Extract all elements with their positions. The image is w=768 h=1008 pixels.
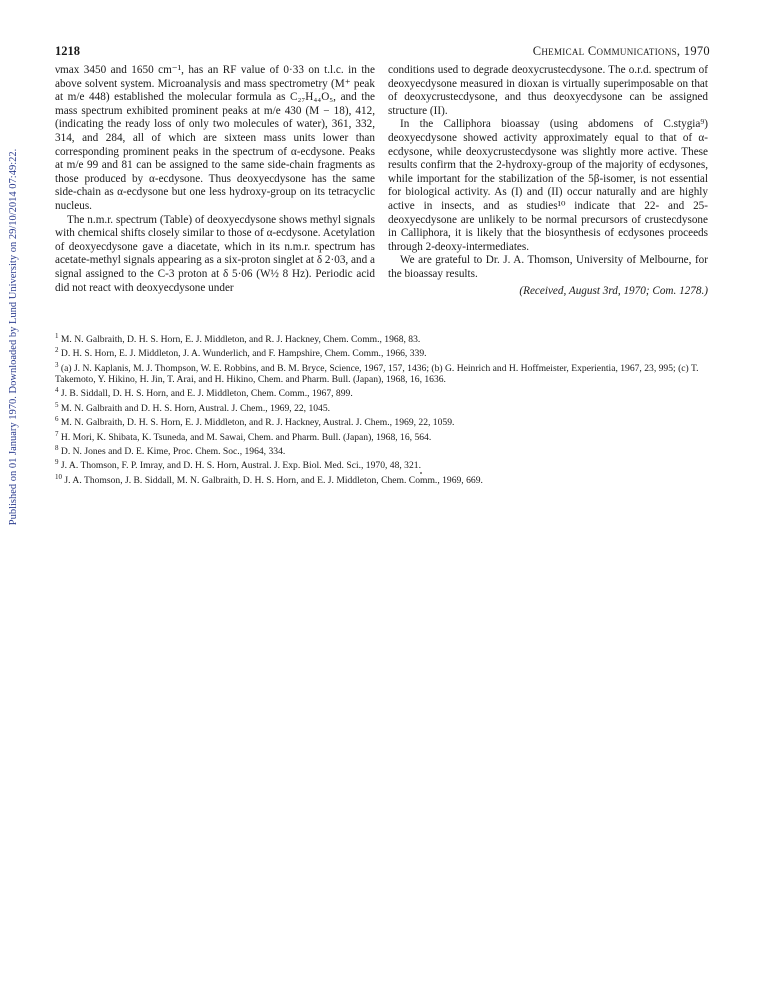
body-paragraph: The n.m.r. spectrum (Table) of deoxyecdysone shows methyl signals with chemical shifts closely similar to those of α-ecdysone. Acetylation of deoxyecdysone gave a diacetate, which in its n.m.r. spectrum has acetate-methyl signals appearing as a six-proton singlet at δ 2·03, and a signal assigned to the C-3 proton at δ 5·06 (W½ 8 Hz). Periodic acid did not react with deoxyecdysone under	[55, 213, 375, 294]
reference-list	[55, 331, 710, 486]
reference-item	[55, 429, 710, 443]
reference-text: J. B. Siddall, D. H. S. Horn, and E. J. Middleton, Chem. Comm., 1967, 899.	[60, 388, 353, 400]
reference-item	[55, 360, 710, 386]
reference-number: 8	[55, 443, 59, 452]
reference-number: 2	[55, 346, 59, 355]
reference-number: 3	[55, 360, 59, 369]
reference-text: M. N. Galbraith and D. H. S. Horn, Austral. J. Chem., 1969, 22, 1045.	[60, 402, 331, 414]
reference-item	[55, 331, 710, 345]
body-paragraph: νmax 3450 and 1650 cm⁻¹, has an RF value of 0·33 on t.l.c. in the above solvent system. Microanalysis and mass spectrometry (M⁺ peak at m/e 448) established the molecular formula as C₂₇H₄₄O₅, and the mass spectrum exhibited prominent peaks at m/e 430 (M − 18), 412, (indicating the ready loss of only two molecules of water), 361, 332, 314, and 284, all of which are sixteen mass units lower than corresponding prominent peaks in the spectrum of α-ecdysone. Peaks at m/e 99 and 81 can be assigned to the same side-chain fragments as those produced by α-ecdysone. Thus deoxyecdysone has the same side-chain as α-ecdysone but one less hydroxy-group on its tetracyclic nucleus.	[55, 64, 375, 212]
reference-number: 10	[55, 472, 62, 481]
reference-item	[55, 345, 710, 359]
reference-number: 1	[55, 332, 59, 340]
body-paragraph: In the Calliphora bioassay (using abdomens of C.stygia⁹) deoxyecdysone showed activity approximately equal to that of α-ecdysone, while deoxycrustecdysone was slightly more active. These results confirm that the 2-hydroxy-group of the majority of ecdysones, while important for the stabilization of the 5β-isomer, is not essential for biological activity. As (I) and (II) occur naturally and are highly active in insects, and as studies¹⁰ indicate that 22- and 25-deoxyecdysone are unlikely to be normal precursors of crustecdysone in Calliphora, it is likely that the biosynthesis of ecdysones proceeds through 2-deoxy-intermediates.	[388, 118, 708, 253]
received-date: (Received, August 3rd, 1970; Com. 1278.)	[519, 284, 708, 297]
download-watermark-text: Published on 01 January 1970. Downloaded by Lund University on 29/10/2014 07:49:22.	[8, 148, 19, 526]
reference-text: J. A. Thomson, F. P. Imray, and D. H. S. Horn, Austral. J. Exp. Biol. Med. Sci., 1970, 48, 321.	[60, 460, 421, 472]
reference-item	[55, 457, 710, 471]
reference-number: 9	[55, 458, 59, 467]
reference-number: 6	[55, 415, 59, 424]
reference-number: 4	[55, 386, 59, 395]
reference-text: D. H. S. Horn, E. J. Middleton, J. A. Wunderlich, and F. Hampshire, Chem. Comm., 1966, 339.	[60, 348, 427, 360]
reference-text: H. Mori, K. Shibata, K. Tsuneda, and M. Sawai, Chem. and Pharm. Bull. (Japan), 1968, 16, 564.	[60, 431, 432, 443]
reference-item	[55, 385, 710, 399]
reference-item	[55, 443, 710, 457]
body-paragraph: conditions used to degrade deoxycrustecdysone. The o.r.d. spectrum of deoxyecdysone measured in dioxan is virtually superimposable on that of deoxycrustecdysone, and thus deoxyecdysone can be assigned structure (II).	[388, 64, 708, 117]
stray-mark	[420, 472, 422, 474]
reference-item	[55, 400, 710, 414]
reference-text: (a) J. N. Kaplanis, M. J. Thompson, W. E. Robbins, and B. M. Bryce, Science, 1967, 157, 1436; (b) G. Heinrich and H. Hoffmeister, Experientia, 1967, 23, 995; (c) T. Takemoto, Y. Hikino, H. Jin, T. Arai, and H. Hikino, Chem. and Pharm. Bull. (Japan), 1968, 16, 1636.	[55, 362, 699, 386]
reference-item	[55, 472, 710, 486]
reference-text: M. N. Galbraith, D. H. S. Horn, E. J. Middleton, and R. J. Hackney, Chem. Comm., 1968, 83.	[60, 334, 421, 346]
reference-text: J. A. Thomson, J. B. Siddall, M. N. Galbraith, D. H. S. Horn, and E. J. Middleton, Chem. Comm., 1969, 669.	[64, 474, 483, 486]
reference-text: M. N. Galbraith, D. H. S. Horn, E. J. Middleton, and R. J. Hackney, Austral. J. Chem., 1969, 22, 1059.	[60, 417, 455, 429]
reference-text: D. N. Jones and D. E. Kime, Proc. Chem. Soc., 1964, 334.	[60, 446, 286, 458]
right-column	[388, 64, 708, 298]
reference-item	[55, 414, 710, 428]
download-watermark	[4, 60, 18, 620]
left-column	[55, 64, 375, 295]
acknowledgement: We are grateful to Dr. J. A. Thomson, University of Melbourne, for the bioassay results.	[388, 254, 708, 280]
reference-number: 7	[55, 429, 59, 438]
reference-number: 5	[55, 400, 59, 409]
journal-running-head: Chemical Communications, 1970	[532, 44, 710, 58]
page-number: 1218	[55, 44, 80, 58]
